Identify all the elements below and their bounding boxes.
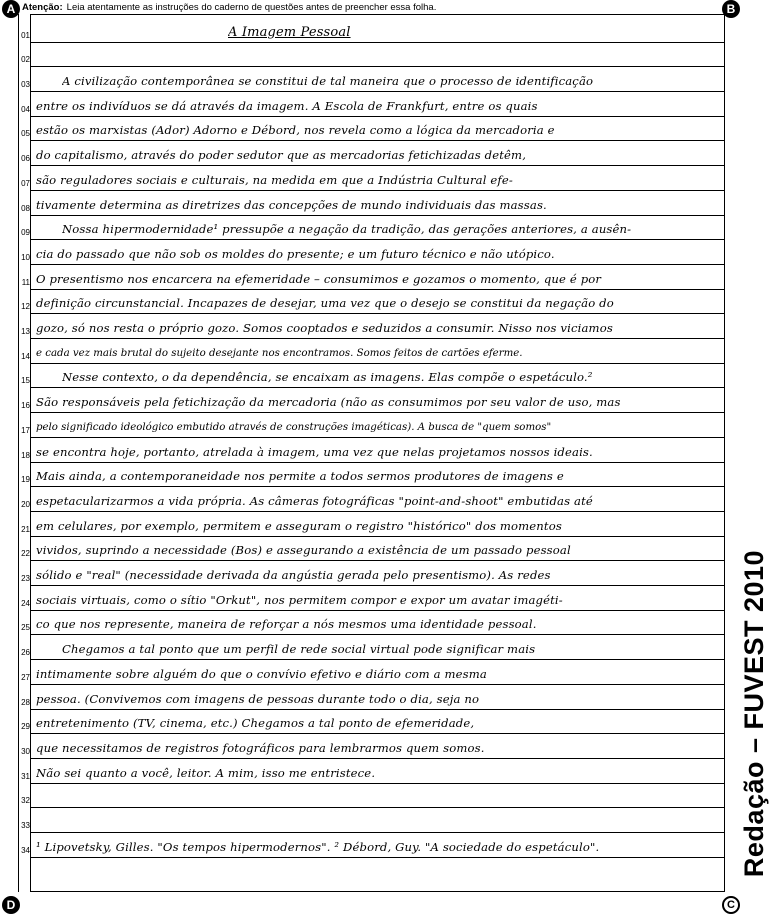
handwritten-text: em celulares, por exemplo, permitem e asseguram o registro "histórico" dos momentos [36,518,562,533]
handwritten-text: e cada vez mais brutal do sujeito desejante nos encontramos. Somos feitos de cartões eferme. [36,347,523,359]
line-31 [18,759,725,784]
handwritten-text: São responsáveis pela fetichização da mercadoria (não as consumimos por seu valor de uso, mas [36,395,621,410]
line-16 [18,389,725,414]
line-number: 03 [21,80,30,90]
line-05 [18,117,725,142]
line-number: 29 [21,722,30,732]
line-04 [18,92,725,117]
line-12 [18,290,725,315]
line-11 [18,265,725,290]
line-10 [18,240,725,265]
line-number: 16 [21,401,30,411]
line-19 [18,463,725,488]
handwritten-text: cia do passado que não sob os moldes do presente; e um futuro técnico e não utópico. [36,246,555,261]
line-number: 19 [21,475,30,485]
handwritten-text: pessoa. (Convivemos com imagens de pessoas durante todo o dia, seja no [36,691,480,706]
handwritten-text: vividos, suprindo a necessidade (Bos) e assegurando a existência de um passado pessoal [36,543,571,558]
handwritten-text: Não sei quanto a você, leitor. A mim, isso me entristece. [36,765,376,780]
handwritten-text: Nossa hipermodernidade¹ pressupõe a negação da tradição, das gerações anteriores, a ausên- [62,222,632,237]
line-number: 06 [21,154,30,164]
line-number: 26 [21,648,30,658]
line-number: 17 [21,425,30,435]
line-number: 31 [21,771,30,781]
handwritten-text: entre os indivíduos se dá através da imagem. A Escola de Frankfurt, entre os quais [36,98,538,113]
line-number: 34 [21,845,30,855]
line-number: 27 [21,672,30,682]
handwritten-text: co que nos represente, maneira de reforçar a nós mesmos uma identidade pessoal. [36,617,537,632]
line-23 [18,561,725,586]
side-label-text: Redação – FUVEST 2010 [739,549,770,877]
notice-text: Leia atentamente as instruções do caderno de questões antes de preencher essa folha. [66,2,437,13]
corner-marker-b: B [722,0,740,18]
handwritten-text: do capitalismo, através do poder sedutor que as mercadorias fetichizadas detêm, [36,148,527,163]
line-rule [30,857,725,858]
handwritten-text: que necessitamos de registros fotográficos para lembrarmos quem somos. [36,740,485,755]
handwritten-text: Nesse contexto, o da dependência, se encaixam as imagens. Elas compõe o espetáculo.² [62,370,593,385]
corner-marker-c: C [722,896,740,914]
line-number: 07 [21,178,30,188]
line-number: 21 [21,524,30,534]
line-20 [18,487,725,512]
line-number: 02 [21,55,30,65]
handwritten-text: O presentismo nos encarcera na efemeridade – consumimos e gozamos o momento, que é por [36,271,602,286]
handwritten-text: Chegamos a tal ponto que um perfil de rede social virtual pode significar mais [62,642,536,657]
line-26 [18,636,725,661]
line-17 [18,413,725,438]
handwritten-text: intimamente sobre alguém do que o convívio efetivo e diário com a mesma [36,666,487,681]
line-number: 11 [21,277,30,287]
handwritten-text: Mais ainda, a contemporaneidade nos permite a todos sermos produtores de imagens e [36,469,564,484]
corner-marker-d: D [2,896,20,914]
line-number: 14 [21,351,30,361]
line-number: 22 [21,549,30,559]
line-34 [18,833,725,858]
line-09 [18,216,725,241]
line-03 [18,67,725,92]
line-number: 09 [21,228,30,238]
handwritten-text: pelo significado ideológico embutido através de construções imagéticas). A busca de "quem somos" [36,421,552,433]
line-number: 13 [21,327,30,337]
handwritten-text: entretenimento (TV, cinema, etc.) Chegamos a tal ponto de efemeridade, [36,716,475,731]
line-07 [18,166,725,191]
line-02 [18,43,725,68]
line-number: 33 [21,821,30,831]
line-number: 30 [21,746,30,756]
corner-marker-a: A [2,0,20,18]
handwritten-text: sólido e "real" (necessidade derivada da angústia gerada pelo presentismo). As redes [36,568,551,583]
notice [22,1,436,15]
line-number: 28 [21,697,30,707]
line-30 [18,734,725,759]
line-18 [18,438,725,463]
line-number: 01 [21,30,30,40]
line-13 [18,314,725,339]
handwritten-text: A civilização contemporânea se constitui de tal maneira que o processo de identificação [62,74,594,89]
handwritten-text: gozo, só nos resta o próprio gozo. Somos cooptados e seduzidos a consumir. Nisso nos viciamos [36,321,613,336]
handwritten-text: ¹ Lipovetsky, Gilles. "Os tempos hipermodernos". ² Débord, Guy. "A sociedade do espetáculo". [36,839,600,854]
line-number: 04 [21,104,30,114]
handwritten-text: se encontra hoje, portanto, atrelada à imagem, uma vez que nelas projetamos nossos ideais. [36,444,593,459]
line-32 [18,784,725,809]
line-number: 24 [21,598,30,608]
handwritten-text: estão os marxistas (Ador) Adorno e Débord, nos revela como a lógica da mercadoria e [36,123,555,138]
line-01 [18,18,725,43]
essay-title: A Imagem Pessoal [228,24,351,40]
line-24 [18,586,725,611]
line-number: 20 [21,499,30,509]
handwritten-text: tivamente determina as diretrizes das concepções de mundo individuais das massas. [36,197,547,212]
handwritten-text: sociais virtuais, como o sítio "Orkut", nos permitem compor e expor um avatar imagéti- [36,592,563,607]
line-28 [18,685,725,710]
line-number: 18 [21,450,30,460]
line-number: 05 [21,129,30,139]
notice-label: Atenção: [22,2,63,13]
line-number: 12 [21,302,30,312]
handwritten-text: definição circunstancial. Incapazes de desejar, uma vez que o desejo se constitui da negação do [36,296,614,311]
line-14 [18,339,725,364]
line-15 [18,364,725,389]
line-number: 23 [21,574,30,584]
line-06 [18,142,725,167]
handwritten-text: espetacularizarmos a vida própria. As câmeras fotográficas "point-and-shoot" embutidas até [36,493,593,508]
line-33 [18,808,725,833]
side-label [732,533,778,893]
line-08 [18,191,725,216]
line-27 [18,660,725,685]
handwritten-text: são reguladores sociais e culturais, na medida em que a Indústria Cultural efe- [36,172,513,187]
line-number: 10 [21,252,30,262]
line-25 [18,611,725,636]
line-number: 25 [21,623,30,633]
line-22 [18,537,725,562]
line-29 [18,710,725,735]
line-number: 32 [21,796,30,806]
line-number: 08 [21,203,30,213]
line-21 [18,512,725,537]
line-number: 15 [21,376,30,386]
